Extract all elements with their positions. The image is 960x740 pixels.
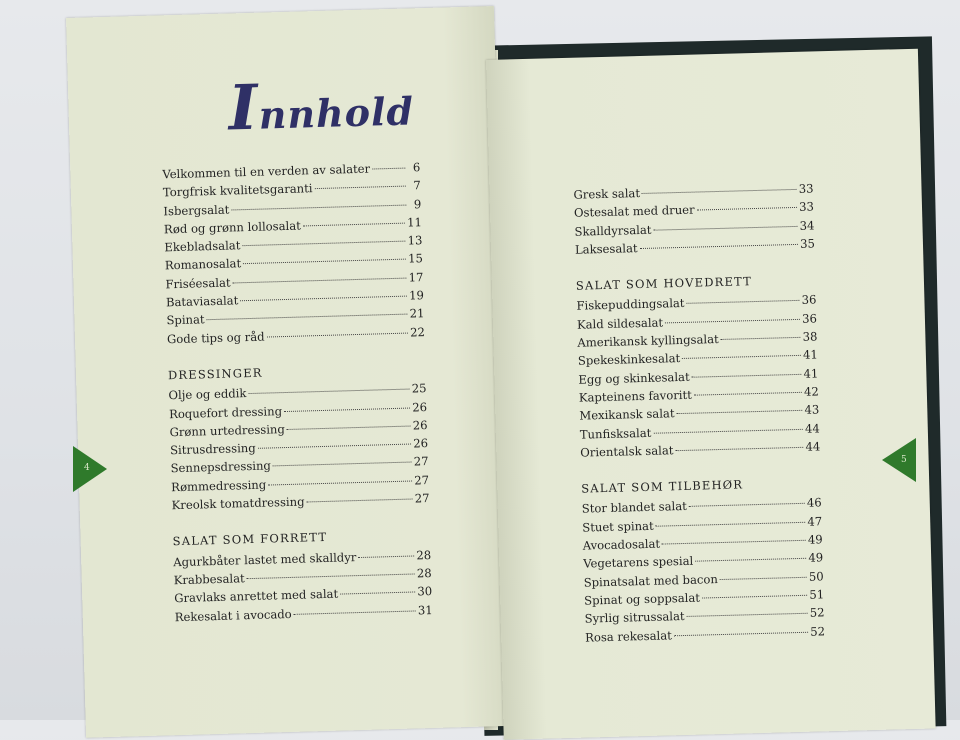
toc-entry-title: Rømmedressing — [170, 477, 267, 494]
toc-entry-page: 6 — [412, 160, 421, 175]
toc-entry-page: 26 — [412, 417, 428, 433]
toc-entry-page: 44 — [804, 420, 820, 436]
toc-entry-title: Mexikansk salat — [579, 406, 675, 423]
toc-entry-page: 52 — [810, 623, 826, 639]
dot-leader — [307, 499, 413, 503]
toc-entry-page: 46 — [806, 495, 822, 511]
toc-entry-page: 15 — [407, 251, 424, 267]
toc-entry-page: 33 — [798, 181, 814, 196]
toc-entry-title: Spinatsalat med bacon — [583, 571, 719, 590]
dot-leader — [656, 522, 806, 527]
page-marker-right — [882, 438, 916, 482]
toc-entry-title: Kald sildesalat — [576, 315, 664, 332]
toc-entry-title: Roquefort dressing — [168, 403, 283, 421]
dot-leader — [640, 244, 799, 249]
dot-leader — [303, 223, 405, 227]
title-initial: I — [227, 70, 260, 145]
toc-entry-page: 26 — [412, 399, 428, 415]
toc-entry-title: Isbergsalat — [163, 202, 230, 218]
page-title — [228, 66, 415, 144]
toc-entry-title: Vegetarens spesial — [583, 554, 694, 571]
toc-entry-title: Fiskepuddingsalat — [576, 296, 685, 314]
toc-entry-page: 41 — [802, 347, 819, 363]
toc-entry-title: Sitrusdressing — [169, 441, 256, 458]
toc-entry-page: 33 — [799, 199, 815, 215]
right-page — [486, 49, 936, 740]
toc-entry-title: Kapteinens favoritt — [578, 387, 692, 405]
section-heading-dressinger: DRESSINGER — [167, 365, 263, 383]
toc-entry-title: Laksesalat — [574, 240, 638, 257]
toc-entry-page: 30 — [417, 584, 433, 599]
toc-entry-page: 27 — [414, 491, 430, 506]
toc-entry-title: Kreolsk tomatdressing — [171, 494, 305, 513]
dot-leader — [721, 337, 801, 340]
toc-entry-page: 44 — [805, 439, 821, 454]
toc-entry-title: Rød og grønn lollosalat — [163, 218, 301, 237]
toc-entry-page: 27 — [413, 454, 429, 469]
toc-entry-title: Amerikansk kyllingsalat — [577, 332, 719, 350]
dot-leader — [268, 480, 412, 485]
toc-entry-page: 36 — [801, 311, 818, 326]
title-rest: nnhold — [258, 88, 415, 138]
toc-entry-title: Egg og skinkesalat — [578, 369, 690, 387]
dot-leader — [243, 259, 406, 265]
toc-entry-page: 36 — [801, 292, 817, 308]
toc-entry-page: 27 — [414, 472, 430, 488]
dot-leader — [692, 374, 802, 378]
toc-entry-page: 25 — [411, 381, 427, 396]
toc-entry-title: Torgfrisk kvalitetsgaranti — [162, 181, 313, 200]
toc-entry-title: Grønn urtedressing — [169, 421, 286, 440]
toc-entry-title: Skalldyrsalat — [574, 222, 652, 239]
toc-entry-title: Rosa rekesalat — [584, 627, 672, 645]
dot-leader — [284, 407, 410, 412]
section-heading-forrett: SALAT SOM FORRETT — [172, 530, 328, 549]
dot-leader — [267, 332, 409, 337]
toc-entry-page: 22 — [409, 324, 426, 340]
dot-leader — [653, 225, 797, 230]
toc-right — [573, 179, 825, 646]
toc-entry-page: 34 — [799, 218, 815, 233]
dot-leader — [273, 462, 412, 467]
toc-entry-page: 38 — [802, 329, 818, 344]
dot-leader — [287, 425, 411, 429]
page-number-right: 5 — [901, 455, 907, 465]
toc-entry-title: Ekebladsalat — [164, 238, 241, 255]
toc-entry-title: Gresk salat — [573, 186, 641, 202]
dot-leader — [674, 631, 809, 636]
dot-leader — [689, 503, 805, 507]
toc-entry-page: 19 — [408, 288, 425, 303]
toc-forrett-list — [173, 546, 433, 626]
left-page — [66, 6, 514, 738]
toc-entry-title: Agurkbåter lastet med skalldyr — [173, 549, 357, 569]
toc-entry-page: 28 — [416, 565, 432, 581]
toc-entry-page: 47 — [807, 514, 823, 529]
dot-leader — [642, 189, 797, 194]
toc-entry-title: Velkommen til en verden av salater — [162, 161, 371, 182]
toc-entry-title: Gode tips og råd — [166, 329, 265, 346]
dot-leader — [258, 444, 412, 449]
dot-leader — [358, 555, 414, 558]
dot-leader — [207, 314, 408, 321]
dot-leader — [702, 595, 807, 599]
toc-entry-title: Stor blandet salat — [581, 499, 688, 517]
toc-entry-title: Spekeskinkesalat — [577, 351, 681, 369]
toc-entry-page: 21 — [409, 306, 425, 321]
toc-entry-page: 49 — [807, 532, 823, 547]
toc-entry-page: 11 — [406, 215, 423, 230]
toc-cont-list — [573, 179, 815, 258]
toc-entry-title: Avocadosalat — [582, 536, 661, 553]
toc-dressinger-list — [168, 379, 429, 514]
toc-entry-title: Sennepsdressing — [170, 458, 272, 476]
page-number-left: 4 — [84, 463, 90, 473]
toc-entry-page: 51 — [809, 587, 825, 602]
dot-leader — [687, 613, 808, 617]
dot-leader — [314, 186, 405, 190]
toc-entry-title: Romanosalat — [164, 256, 242, 273]
toc-entry-title: Rekesalat i avocado — [174, 606, 292, 624]
toc-entry-page: 26 — [413, 436, 429, 451]
toc-entry-page: 49 — [808, 550, 824, 566]
toc-entry-title: Gravlaks anrettet med salat — [174, 586, 339, 606]
dot-leader — [372, 168, 405, 170]
dot-leader — [677, 410, 803, 414]
dot-leader — [675, 447, 803, 451]
section-heading-tilbehor: SALAT SOM TILBEHØR — [581, 477, 744, 496]
toc-entry-title: Friséesalat — [165, 275, 231, 292]
toc-entry-page: 9 — [413, 196, 422, 211]
toc-entry-page: 52 — [809, 605, 825, 620]
toc-tilbehor-list — [582, 494, 826, 647]
toc-entry-title: Stuet spinat — [582, 518, 654, 535]
toc-entry-title: Spinat — [166, 312, 205, 328]
toc-entry-page: 41 — [803, 366, 819, 381]
dot-leader — [233, 277, 407, 283]
toc-entry-page: 50 — [808, 568, 824, 584]
dot-leader — [697, 207, 798, 211]
toc-entry-title: Krabbesalat — [173, 571, 245, 588]
toc-left — [162, 158, 433, 626]
toc-entry-page: 31 — [417, 602, 433, 617]
dot-leader — [720, 576, 807, 579]
toc-entry-title: Tunfisksalat — [579, 425, 652, 442]
toc-intro-list — [162, 158, 425, 348]
dot-leader — [242, 241, 405, 247]
toc-entry-title: Syrlig sitrussalat — [584, 609, 685, 626]
dot-leader — [248, 389, 409, 395]
dot-leader — [653, 428, 803, 433]
toc-entry-page: 28 — [416, 547, 432, 563]
dot-leader — [694, 392, 802, 396]
toc-entry-page: 13 — [407, 233, 423, 248]
dot-leader — [231, 204, 406, 210]
toc-entry-page: 7 — [413, 178, 422, 193]
toc-hovedrett-list — [576, 291, 820, 462]
toc-entry-title: Orientalsk salat — [580, 443, 674, 460]
section-heading-hovedrett: SALAT SOM HOVEDRETT — [575, 274, 753, 293]
dot-leader — [294, 610, 416, 614]
toc-entry-title: Olje og eddik — [168, 386, 247, 403]
dot-leader — [687, 300, 800, 304]
toc-entry-page: 17 — [408, 269, 424, 285]
dot-leader — [240, 296, 407, 302]
toc-entry-title: Spinat og soppsalat — [584, 590, 701, 608]
toc-entry-title: Bataviasalat — [165, 293, 239, 310]
dot-leader — [247, 573, 415, 579]
toc-entry-page: 42 — [803, 384, 819, 399]
dot-leader — [665, 319, 800, 324]
toc-entry-page: 35 — [799, 236, 816, 251]
page-marker-left — [73, 446, 107, 492]
dot-leader — [662, 540, 806, 545]
dot-leader — [695, 558, 806, 562]
dot-leader — [682, 355, 801, 359]
toc-entry-title: Ostesalat med druer — [573, 202, 695, 221]
toc-entry-page: 43 — [804, 402, 820, 418]
dot-leader — [340, 592, 415, 595]
